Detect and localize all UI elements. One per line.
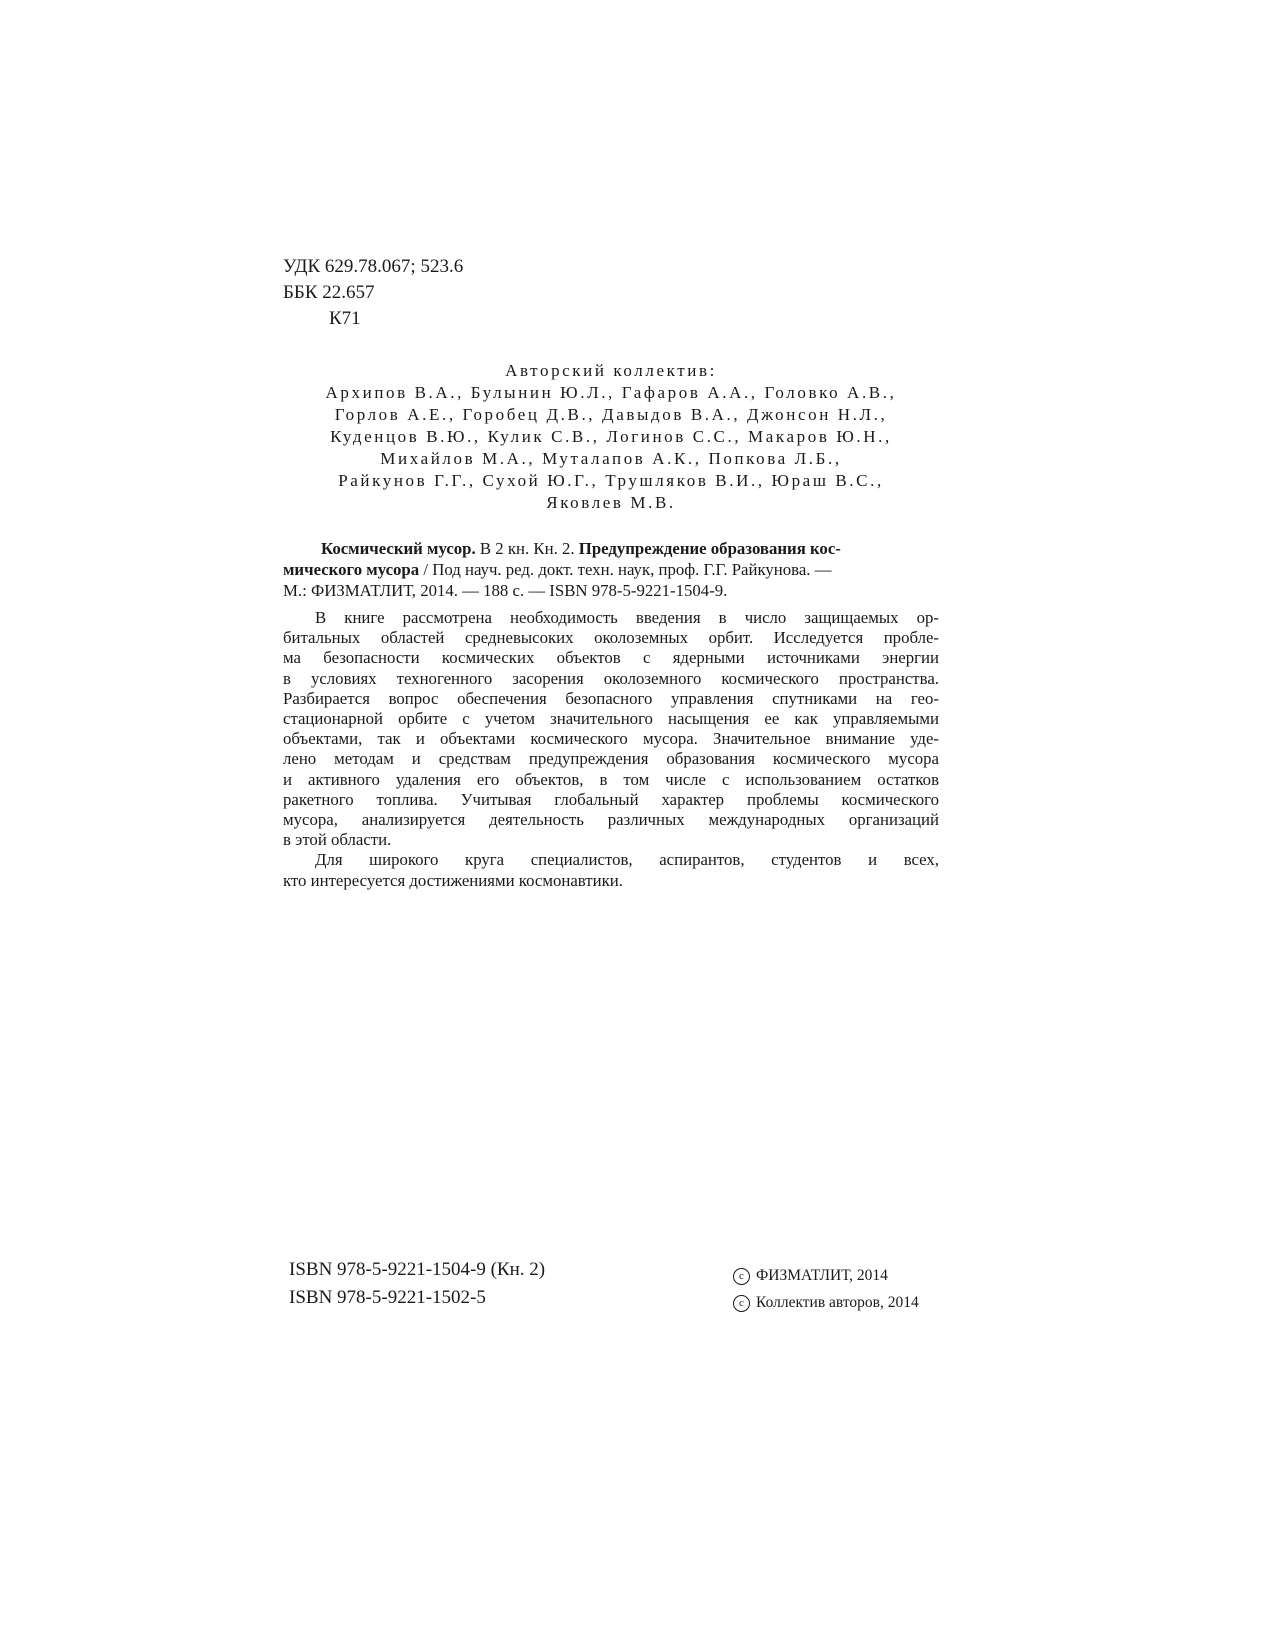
author-line: Михайлов М.А., Муталапов А.К., Попкова Л.Б., bbox=[380, 449, 842, 468]
udk-code: УДК 629.78.067; 523.6 bbox=[283, 256, 464, 277]
book-subtitle-part2: мического мусора bbox=[283, 560, 420, 579]
abstract-line: кто интересуется достижениями космонавтики. bbox=[283, 870, 623, 890]
abstract-line: в этой области. bbox=[283, 830, 392, 850]
abstract-line: ма безопасности космических объектов с ядерными источниками энергии bbox=[283, 648, 939, 668]
author-line: Куденцов В.Ю., Кулик С.В., Логинов С.С., Макаров Ю.Н., bbox=[330, 427, 892, 446]
copyright-publisher-row bbox=[733, 1262, 919, 1289]
isbn-set: ISBN 978-5-9221-1502-5 bbox=[289, 1287, 486, 1308]
isbn-block bbox=[289, 1256, 545, 1312]
abstract-line: объектами, так и объектами космического мусора. Значительное внимание уде- bbox=[283, 729, 939, 749]
book-editor: / Под науч. ред. докт. техн. наук, проф. Г.Г. Райкунова. — bbox=[419, 560, 832, 579]
abstract-line: битальных областей средневысоких околоземных орбит. Исследуется пробле- bbox=[283, 628, 939, 648]
copyright-icon: c bbox=[733, 1268, 750, 1285]
biblio-line-1 bbox=[283, 538, 939, 559]
abstract-line: В книге рассмотрена необходимость введения в число защищаемых ор- bbox=[315, 608, 939, 627]
abstract-line: лено методам и средствам предупреждения образования космического мусора bbox=[283, 749, 939, 769]
copyright-authors-row bbox=[733, 1289, 919, 1316]
book-title: Космический мусор. bbox=[321, 539, 476, 558]
bibliographic-record bbox=[283, 538, 939, 601]
abstract-line: Для широкого круга специалистов, аспирантов, студентов и всех, bbox=[315, 850, 939, 870]
author-collective-heading: Авторский коллектив: bbox=[505, 361, 717, 380]
author-line: Горлов А.Е., Горобец Д.В., Давыдов В.А., Джонсон Н.Л., bbox=[334, 405, 888, 424]
abstract-line: мусора, анализируется деятельность различных международных организаций bbox=[283, 810, 939, 830]
abstract-line: ракетного топлива. Учитывая глобальный характер проблемы космического bbox=[283, 789, 939, 809]
author-mark: К71 bbox=[329, 308, 361, 329]
bbk-code: ББК 22.657 bbox=[283, 282, 375, 303]
author-line: Яковлев М.В. bbox=[546, 493, 676, 512]
abstract-line: в условиях техногенного засорения околоземного космического пространства. bbox=[283, 668, 939, 688]
isbn-book: ISBN 978-5-9221-1504-9 (Кн. 2) bbox=[289, 1259, 546, 1280]
abstract bbox=[283, 608, 939, 891]
author-collective bbox=[283, 360, 939, 514]
abstract-line: и активного удаления его объектов, в том числе с использованием остатков bbox=[283, 769, 939, 789]
copyright-publisher: ФИЗМАТЛИТ, 2014 bbox=[756, 1267, 888, 1284]
copyright-block bbox=[733, 1262, 919, 1316]
author-line: Райкунов Г.Г., Сухой Ю.Г., Трушляков В.И., Юраш В.С., bbox=[338, 471, 884, 490]
book-volume: В 2 кн. Кн. 2. bbox=[475, 539, 579, 558]
book-subtitle-part1: Предупреждение образования кос- bbox=[578, 539, 841, 558]
abstract-line: стационарной орбите с учетом значительного насыщения ее как управляемыми bbox=[283, 709, 939, 729]
copyright-authors: Коллектив авторов, 2014 bbox=[756, 1294, 919, 1311]
classification-codes bbox=[283, 254, 463, 332]
abstract-line: Разбирается вопрос обеспечения безопасного управления спутниками на гео- bbox=[283, 688, 939, 708]
author-line: Архипов В.А., Булынин Ю.Л., Гафаров А.А., Головко А.В., bbox=[325, 383, 897, 402]
copyright-icon: c bbox=[733, 1295, 750, 1312]
biblio-line-3: М.: ФИЗМАТЛИТ, 2014. — 188 с. — ISBN 978-5-9221-1504-9. bbox=[283, 581, 728, 600]
biblio-line-2 bbox=[283, 559, 939, 580]
